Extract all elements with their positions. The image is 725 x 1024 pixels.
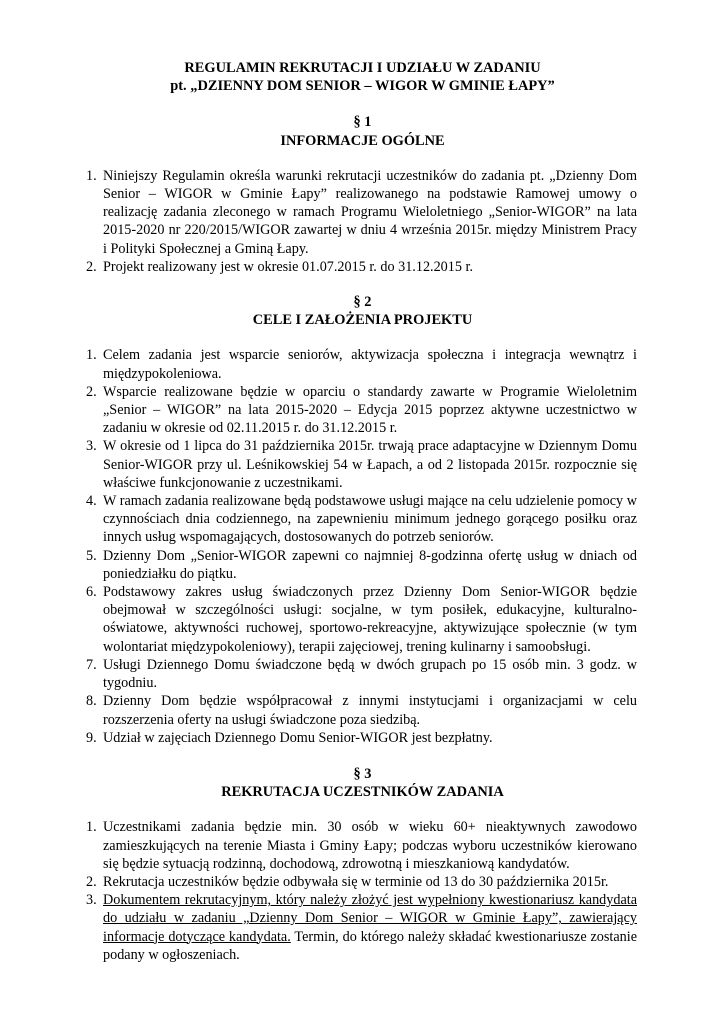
list-item (88, 547, 637, 583)
item-number: 7. (86, 656, 97, 673)
item-text: Termin, do którego należy składać kwestionariusze zostanie podany w ogłoszeniach. (103, 928, 637, 963)
item-text: Podstawowy zakres usług świadczonych przez Dzienny Dom Senior-WIGOR będzie obejmował w szczególności usługi: socjalne, w tym posiłek, edukacyjne, kulturalno-oświatowe, aktywności ruchowej, sportowo-rekreacyjne, aktywizujące społecznie (w tym wolontariat międzypokoleniowy), terapii zajęciowej, trening kulinarny i samoobsługi. (103, 584, 637, 655)
list-item (88, 437, 637, 492)
item-text: Projekt realizowany jest w okresie 01.07.2015 r. do 31.12.2015 r. (103, 258, 473, 275)
list-item (88, 346, 637, 382)
document-title-line-1: REGULAMIN REKRUTACJI I UDZIAŁU W ZADANIU (184, 60, 541, 76)
list-item (88, 583, 637, 656)
section-number: § 3 (353, 765, 372, 782)
item-number: 8. (86, 693, 97, 710)
section-number: § 1 (353, 114, 372, 131)
list-item (88, 492, 637, 547)
item-text: Celem zadania jest wsparcie seniorów, aktywizacja społeczna i integracja wewnątrz i międzypokoleniowa. (103, 347, 637, 382)
item-number: 1. (86, 347, 97, 364)
item-number: 2. (86, 258, 97, 275)
section-list (88, 167, 637, 276)
section-heading: CELE I ZAŁOŻENIA PROJEKTU (252, 312, 473, 329)
document-title-line-2: pt. „DZIENNY DOM SENIOR – WIGOR W GMINIE ŁAPY” (170, 78, 555, 95)
section-heading: INFORMACJE OGÓLNE (280, 132, 445, 149)
list-item (88, 873, 637, 891)
section-list (88, 818, 637, 964)
item-number: 3. (86, 438, 97, 455)
list-item (88, 692, 637, 728)
item-number: 2. (86, 873, 97, 890)
section-3 (88, 765, 637, 964)
list-item (88, 383, 637, 438)
item-text: W ramach zadania realizowane będą podstawowe usługi mające na celu udzielenie pomocy w czynnościach dnia codziennego, na zapewnieniu minimum jednego gorącego posiłku oraz innych usług wspomagających, dostosowanych do potrzeb seniorów. (103, 493, 637, 546)
list-item (88, 167, 637, 258)
item-text: Wsparcie realizowane będzie w oparciu o standardy zawarte w Programie Wieloletnim „Senior – WIGOR” na lata 2015-2020 – Edycja 2015 poprzez aktywne uczestnictwo w zadaniu w okresie od 02.11.2015 r. do 31.12.2015 r. (103, 383, 637, 437)
section-1 (88, 113, 637, 276)
item-text-underlined: Dokumentem rekrutacyjnym, który należy złożyć jest wypełniony kwestionariusz kandydata do udziału w zadaniu „Dzienny Dom Senior – WIGOR w Gminie Łapy”, zawierający informacje dotyczące kandydata. (103, 892, 637, 945)
section-heading: REKRUTACJA UCZESTNIKÓW ZADANIA (221, 784, 504, 801)
item-text: Dzienny Dom „Senior-WIGOR zapewni co najmniej 8-godzinna ofertę usług w dniach od poniedziałku do piątku. (103, 547, 637, 582)
item-number: 9. (86, 729, 97, 746)
list-item (88, 729, 637, 747)
list-item (88, 656, 637, 692)
item-text: Rekrutacja uczestników będzie odbywała się w terminie od 13 do 30 października 2015r. (103, 873, 609, 890)
item-number: 3. (86, 892, 97, 909)
list-item (88, 891, 637, 964)
item-text: Udział w zajęciach Dziennego Domu Senior-WIGOR jest bezpłatny. (103, 729, 493, 746)
list-item (88, 258, 637, 276)
item-text: W okresie od 1 lipca do 31 października 2015r. trwają prace adaptacyjne w Dziennym Domu Senior-WIGOR przy ul. Leśnikowskiej 54 w Łapach, a od 2 listopada 2015r. rozpocznie się właściwe funkcjonowanie z uczestnikami. (103, 438, 637, 491)
item-number: 6. (86, 584, 97, 601)
section-2 (88, 293, 637, 747)
item-text: Usługi Dziennego Domu świadczone będą w dwóch grupach po 15 osób min. 3 godz. w tygodniu. (103, 656, 637, 692)
item-text: Dzienny Dom będzie współpracował z innymi instytucjami i organizacjami w celu rozszerzenia oferty na usługi świadczone poza siedzibą. (103, 693, 637, 728)
list-item (88, 818, 637, 873)
section-number: § 2 (353, 294, 372, 311)
item-number: 2. (86, 383, 97, 400)
item-number: 1. (86, 167, 97, 184)
item-number: 4. (86, 493, 97, 510)
item-number: 5. (86, 547, 97, 564)
item-number: 1. (86, 819, 97, 836)
section-list (88, 346, 637, 746)
item-text: Uczestnikami zadania będzie min. 30 osób w wieku 60+ nieaktywnych zawodowo zamieszkujących na terenie Miasta i Gminy Łapy; podczas wyboru uczestników kierowano się będzie sytuacją rodzinną, dochodową, zdrowotną i mieszkaniową kandydatów. (103, 819, 637, 872)
item-text: Niniejszy Regulamin określa warunki rekrutacji uczestników do zadania pt. „Dzienny Dom Senior – WIGOR w Gminie Łapy” realizowanego na podstawie Ramowej umowy o realizację zadania zleconego w ramach Programu Wieloletniego „Senior-WIGOR” na lata 2015-2020 nr 220/2015/WIGOR zawartej w dniu 4 września 2015r. między Ministrem Pracy i Polityki Społecznej a Gminą Łapy. (103, 167, 637, 257)
